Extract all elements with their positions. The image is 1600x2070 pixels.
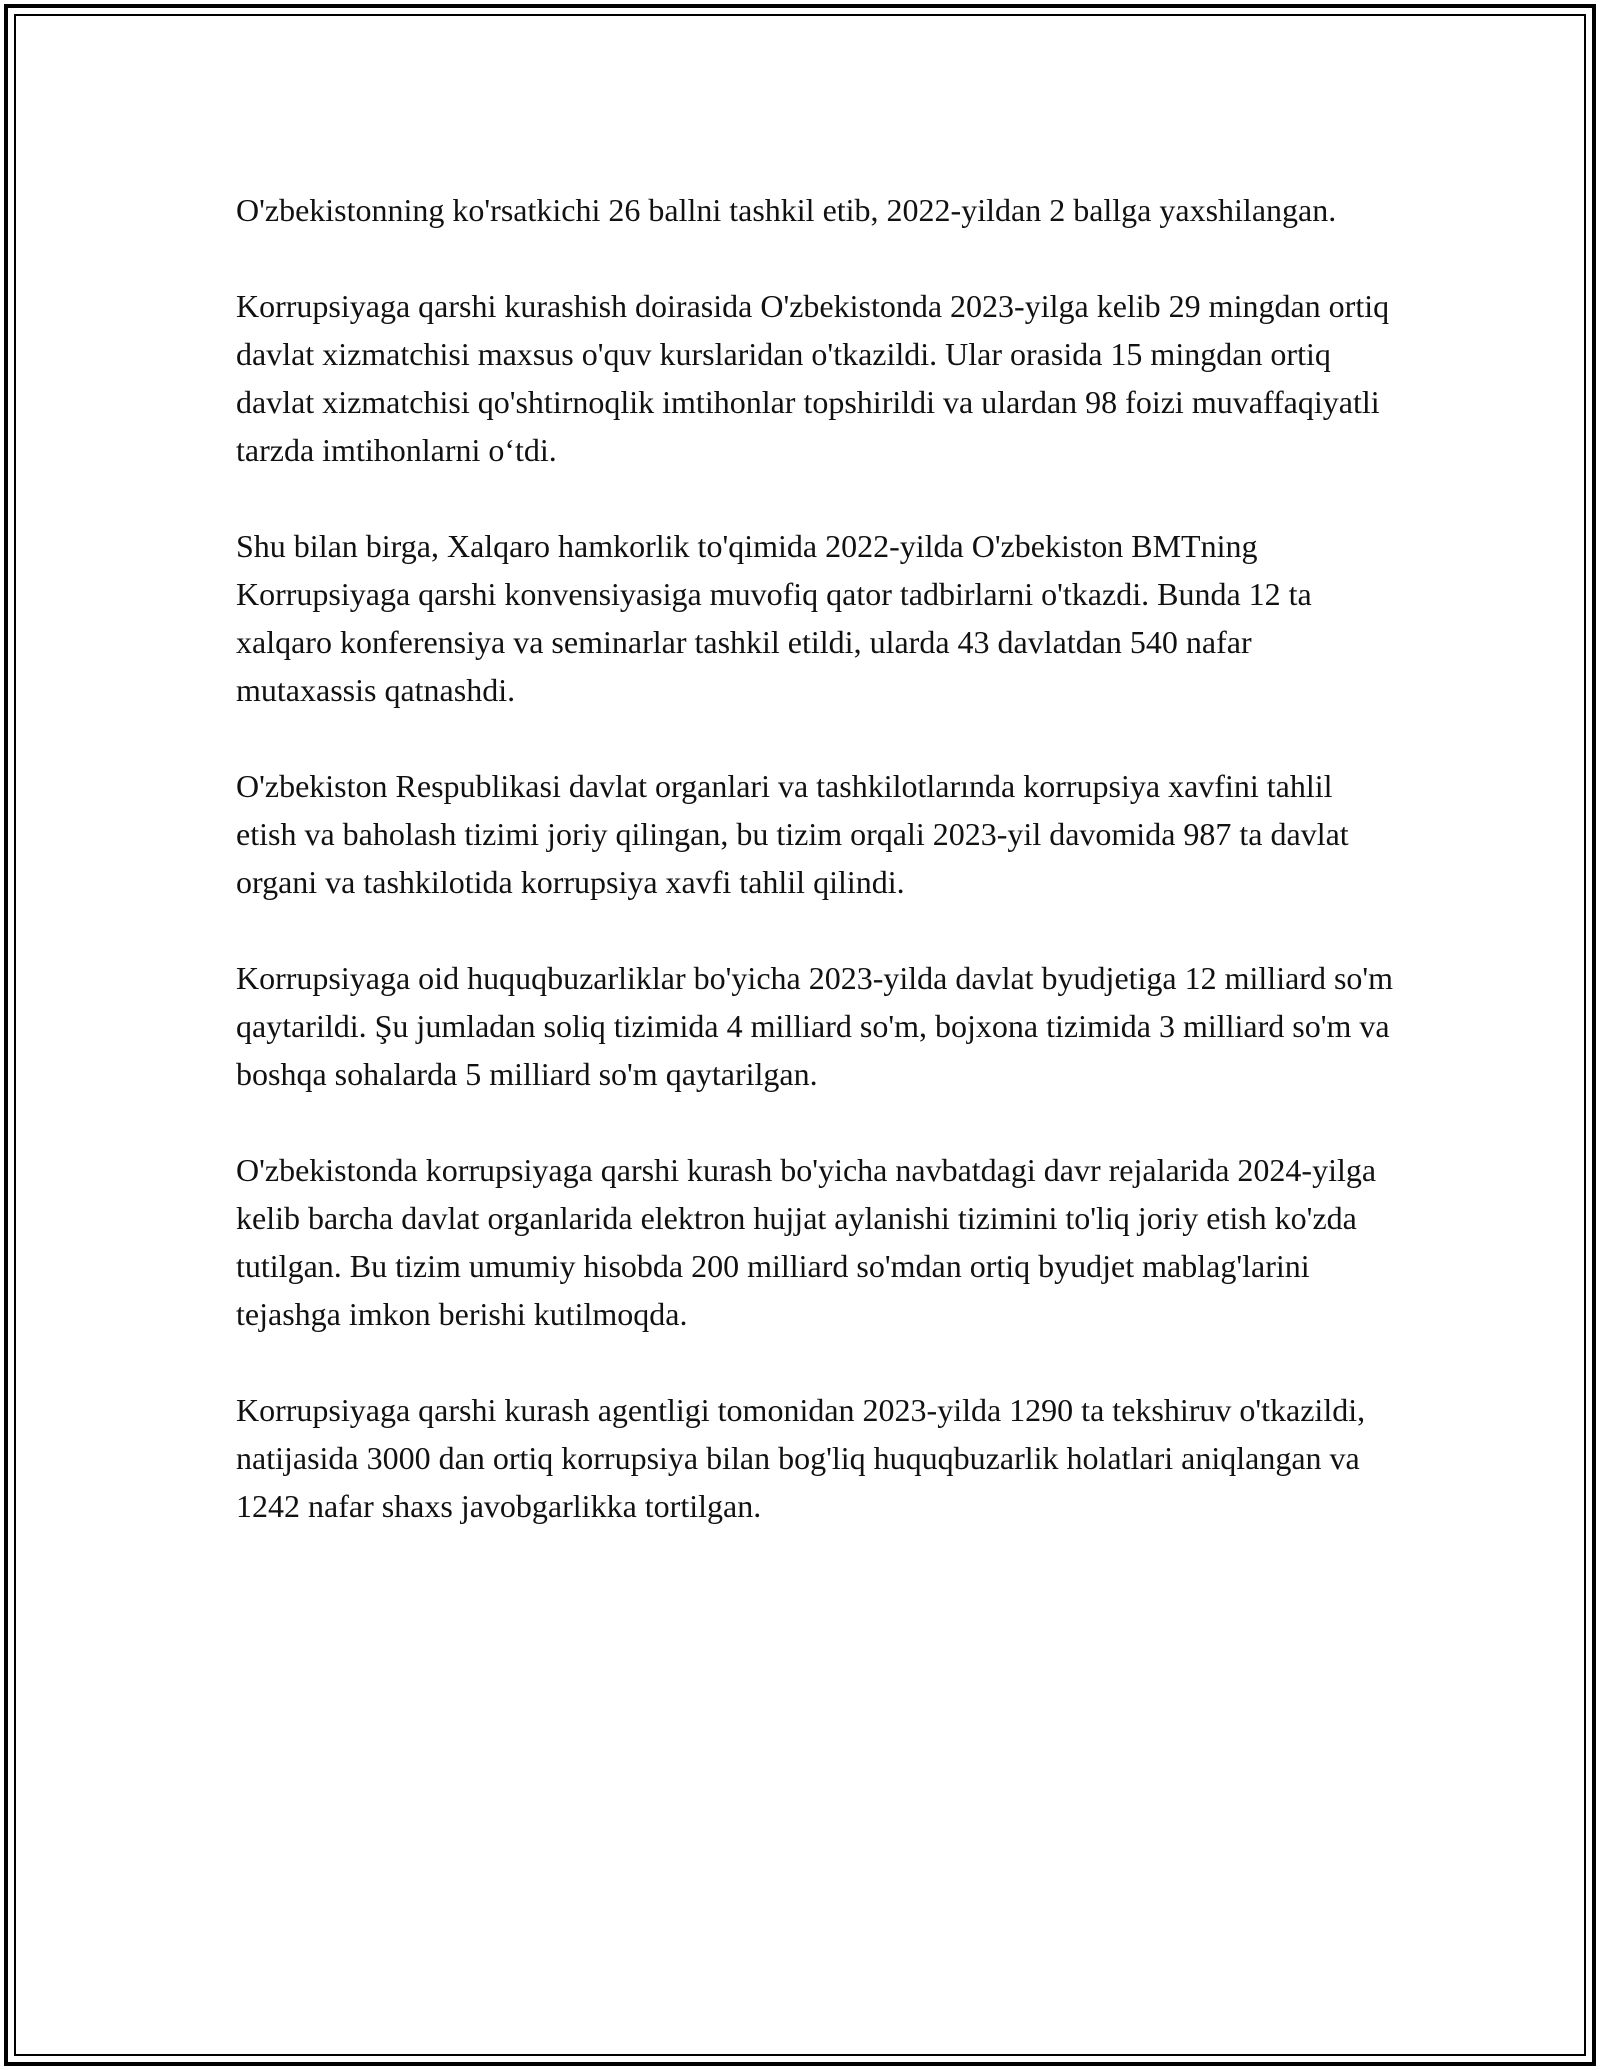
paragraph: O'zbekistonning ko'rsatkichi 26 ballni tashkil etib, 2022-yildan 2 ballga yaxshilangan.: [236, 192, 1337, 228]
paragraph: Korrupsiyaga oid huquqbuzarliklar bo'yicha 2023-yilda davlat byudjetiga 12 milliard so'm qaytarildi. Şu jumladan soliq tizimida 4 milliard so'm, bojxona tizimida 3 milliard so'm va boshqa sohalarda 5 milliard so'm qaytarilgan.: [236, 960, 1394, 1092]
document-body: [236, 186, 1396, 1578]
paragraph: O'zbekiston Respublikasi davlat organlari va tashkilotlarında korrupsiya xavfini tahlil etish va baholash tizimi joriy qilingan, bu tizim orqali 2023-yil davomida 987 ta davlat organi va tashkilotida korrupsiya xavfi tahlil qilindi.: [236, 768, 1349, 900]
paragraph: Korrupsiyaga qarshi kurash agentligi tomonidan 2023-yilda 1290 ta tekshiruv o'tkazildi, natijasida 3000 dan ortiq korrupsiya bilan bog'liq huquqbuzarlik holatlari aniqlangan va 1242 nafar shaxs javobgarlikka tortilgan.: [236, 1392, 1366, 1524]
paragraph: Korrupsiyaga qarshi kurashish doirasida O'zbekistonda 2023-yilga kelib 29 mingdan ortiq davlat xizmatchisi maxsus o'quv kurslaridan o'tkazildi. Ular orasida 15 mingdan ortiq davlat xizmatchisi qo'shtirnoqlik imtihonlar topshirildi va ulardan 98 foizi muvaffaqiyatli tarzda imtihonlarni o‘tdi.: [236, 288, 1390, 468]
paragraph: O'zbekistonda korrupsiyaga qarshi kurash bo'yicha navbatdagi davr rejalarida 2024-yilga kelib barcha davlat organlarida elektron hujjat aylanishi tizimini to'liq joriy etish ko'zda tutilgan. Bu tizim umumiy hisobda 200 milliard so'mdan ortiq byudjet mablag'larini tejashga imkon berishi kutilmoqda.: [236, 1152, 1377, 1332]
paragraph: Shu bilan birga, Xalqaro hamkorlik to'qimida 2022-yilda O'zbekiston BMTning Korrupsiyaga qarshi konvensiyasiga muvofiq qator tadbirlarni o'tkazdi. Bunda 12 ta xalqaro konferensiya va seminarlar tashkil etildi, ularda 43 davlatdan 540 nafar mutaxassis qatnashdi.: [236, 528, 1312, 708]
